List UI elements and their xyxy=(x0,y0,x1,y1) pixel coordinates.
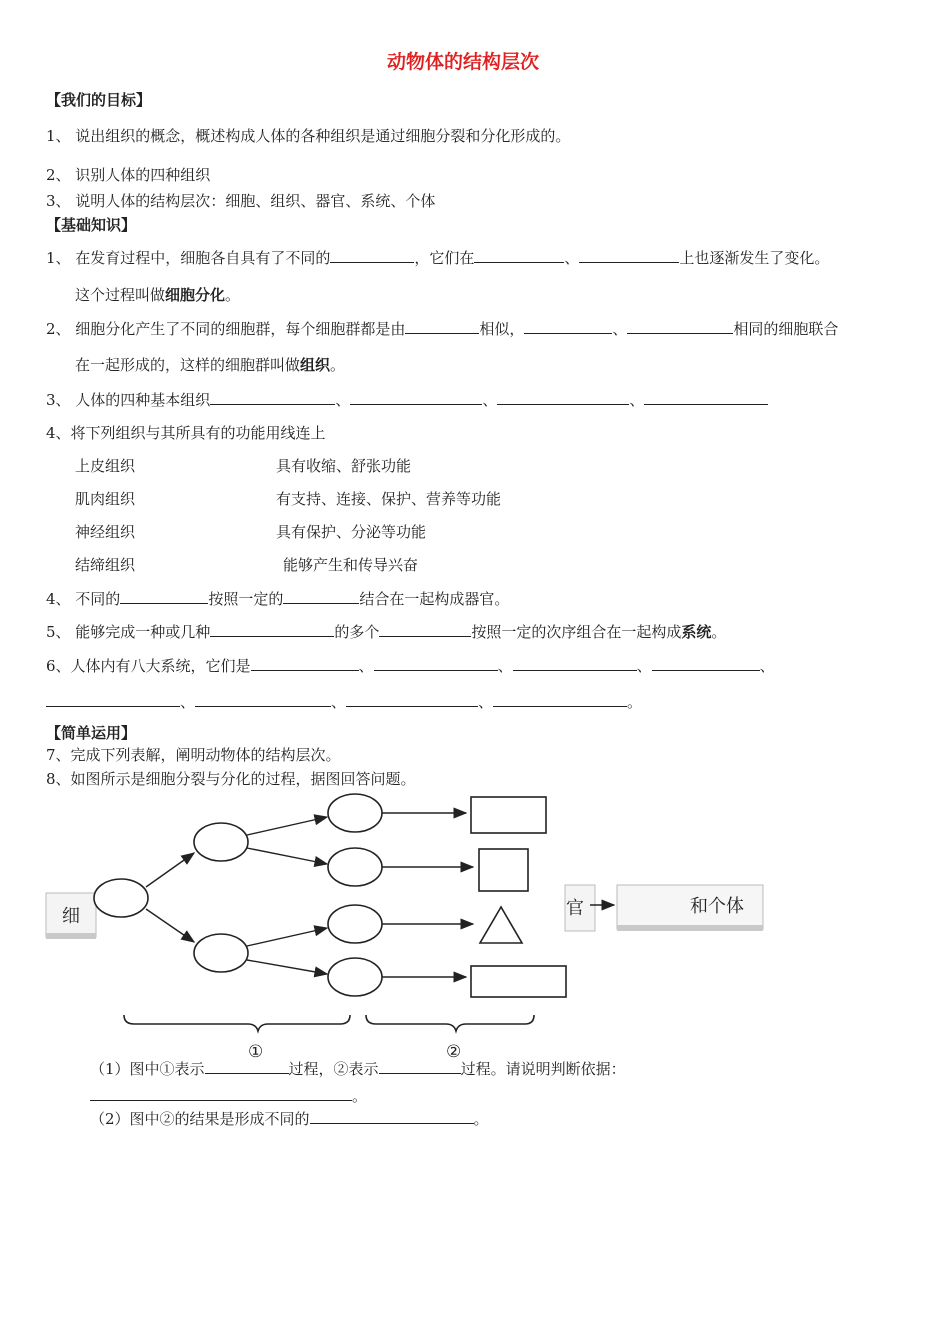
question-6-line2 xyxy=(46,692,642,712)
q1-text: 上也逐渐发生了变化 xyxy=(679,249,815,267)
tissue-shape-triangle xyxy=(480,907,522,943)
blank[interactable] xyxy=(644,390,768,405)
blank[interactable] xyxy=(251,656,359,671)
separator: 、 xyxy=(180,693,196,711)
tissue-item[interactable]: 上皮组织 xyxy=(75,457,136,475)
cell-gen3-2 xyxy=(328,848,382,886)
goal-2: 2、 识别人体的四种组织 xyxy=(46,166,211,184)
q4b-text: 4、 不同的 xyxy=(46,590,121,608)
cell-division-diagram xyxy=(0,785,950,1085)
page-title: 动物体的结构层次 xyxy=(387,51,540,73)
q3-text: 3、 人体的四种基本组织 xyxy=(46,391,211,409)
q1-text: ，它们在 xyxy=(414,249,475,267)
question-3 xyxy=(46,390,768,410)
tissue-item[interactable]: 结缔组织 xyxy=(75,556,136,574)
sub1-text: 。 xyxy=(352,1087,368,1105)
q6-text: 6、人体内有八大系统，它们是 xyxy=(46,657,251,675)
key-term: 细胞分化 xyxy=(165,286,226,304)
q3-text: 、 xyxy=(482,391,498,409)
label-2: ② xyxy=(446,1042,462,1062)
blank[interactable] xyxy=(120,589,208,604)
right-partial-box xyxy=(565,885,595,931)
question-7: 7、完成下列表解，阐明动物体的结构层次。 xyxy=(46,746,341,764)
blank[interactable] xyxy=(652,656,760,671)
question-6 xyxy=(46,656,775,676)
q2-text: 。 xyxy=(330,356,346,374)
goal-3: 3、 说明人体的结构层次：细胞、组织、器官、系统、个体 xyxy=(46,192,436,210)
separator: 、 xyxy=(636,657,652,675)
right-partial-text: 官 xyxy=(566,898,584,919)
blank[interactable] xyxy=(379,1059,461,1074)
q3-text: 、 xyxy=(335,391,351,409)
right-box-text: 和个体 xyxy=(690,896,744,917)
question-4b xyxy=(46,589,509,609)
tissue-shape-wide-rect xyxy=(471,966,566,997)
tissue-shape-rect xyxy=(471,797,546,833)
q5-text: 按照一定的次序组合在一起构成 xyxy=(471,623,682,641)
blank[interactable] xyxy=(497,390,629,405)
brace-1 xyxy=(124,1015,350,1031)
cell-gen3-1 xyxy=(328,794,382,832)
function-item[interactable]: 有支持、连接、保护、营养等功能 xyxy=(276,490,502,508)
sub1-text: 过程。请说明判断依据： xyxy=(460,1060,626,1078)
function-item[interactable]: 能够产生和传导兴奋 xyxy=(283,556,419,574)
key-term: 组织 xyxy=(300,356,331,374)
function-item[interactable]: 具有保护、分泌等功能 xyxy=(276,523,427,541)
q1-text: 1、 在发育过程中，细胞各自具有了不同的 xyxy=(46,249,331,267)
blank[interactable] xyxy=(46,692,180,707)
separator: 。 xyxy=(627,693,643,711)
q2-text: 、 xyxy=(612,320,628,338)
section-apply: 【简单运用】 xyxy=(46,724,137,742)
separator: 、 xyxy=(759,657,775,675)
blank[interactable] xyxy=(210,390,335,405)
cell-gen3-3 xyxy=(328,905,382,943)
q2-text: 2、 细胞分化产生了不同的细胞群，每个细胞群都是由 xyxy=(46,320,406,338)
blank[interactable] xyxy=(205,1059,289,1074)
sub2-text: 。 xyxy=(473,1110,489,1128)
separator: 、 xyxy=(478,693,494,711)
separator: 、 xyxy=(331,693,347,711)
blank[interactable] xyxy=(627,319,733,334)
cell-parent xyxy=(94,879,148,917)
blank[interactable] xyxy=(513,656,637,671)
blank[interactable] xyxy=(283,589,359,604)
right-label-box xyxy=(617,885,763,931)
tissue-item[interactable]: 肌肉组织 xyxy=(75,490,136,508)
separator: 、 xyxy=(358,657,374,675)
separator: 、 xyxy=(497,657,513,675)
blank[interactable] xyxy=(330,248,414,263)
blank[interactable] xyxy=(493,692,627,707)
section-basic: 【基础知识】 xyxy=(46,216,137,234)
blank[interactable] xyxy=(346,692,478,707)
blank[interactable] xyxy=(379,622,471,637)
question-4-head: 4、将下列组织与其所具有的功能用线连上 xyxy=(46,424,326,442)
q1-text: 。 xyxy=(225,286,241,304)
q5-text: 5、 能够完成一种或几种 xyxy=(46,623,211,641)
sub1-text: 过程，②表示 xyxy=(288,1060,379,1078)
blank[interactable] xyxy=(579,248,679,263)
sub-question-2 xyxy=(90,1109,489,1129)
left-box-text: 细 xyxy=(62,906,80,927)
sub2-text: （2）图中②的结果是形成不同的 xyxy=(90,1110,310,1128)
blank[interactable] xyxy=(474,248,564,263)
q2-text: 相同的细胞联合 xyxy=(733,320,839,338)
sub-question-1-line2 xyxy=(90,1086,367,1106)
q2-text: 相似， xyxy=(479,320,525,338)
cell-gen2-bottom xyxy=(194,934,248,972)
q3-text: 、 xyxy=(629,391,645,409)
tissue-item[interactable]: 神经组织 xyxy=(75,523,136,541)
function-item[interactable]: 具有收缩、舒张功能 xyxy=(276,457,412,475)
label-1: ① xyxy=(248,1042,264,1062)
blank[interactable] xyxy=(524,319,612,334)
blank[interactable] xyxy=(310,1109,474,1124)
section-goals: 【我们的目标】 xyxy=(46,91,152,109)
cell-gen2-top xyxy=(194,823,248,861)
question-2 xyxy=(46,319,838,339)
blank[interactable] xyxy=(374,656,498,671)
sub-question-1 xyxy=(90,1059,626,1079)
blank[interactable] xyxy=(405,319,479,334)
q2-text: 在一起形成的，这样的细胞群叫做 xyxy=(75,356,301,374)
tissue-shape-square xyxy=(479,849,528,891)
key-term: 系统 xyxy=(681,623,712,641)
left-label-box xyxy=(46,893,96,939)
blank[interactable] xyxy=(195,692,331,707)
question-8: 8、如图所示是细胞分裂与分化的过程，据图回答问题。 xyxy=(46,770,416,788)
blank[interactable] xyxy=(350,390,482,405)
q1-text: 这个过程叫做 xyxy=(75,286,166,304)
question-1 xyxy=(46,248,829,268)
question-1-line2 xyxy=(75,285,240,305)
question-2-line2 xyxy=(75,355,345,375)
cell-gen3-4 xyxy=(328,958,382,996)
question-5 xyxy=(46,622,726,642)
q5-text: 的多个 xyxy=(334,623,380,641)
sub1-text: （1）图中①表示 xyxy=(90,1060,205,1078)
q5-text: 。 xyxy=(711,623,727,641)
q1-text: 。 xyxy=(814,249,830,267)
blank[interactable] xyxy=(90,1086,352,1101)
goal-1: 1、 说出组织的概念，概述构成人体的各种组织是通过细胞分裂和分化形成的。 xyxy=(46,127,571,145)
blank[interactable] xyxy=(210,622,334,637)
q4b-text: 按照一定的 xyxy=(208,590,284,608)
q4b-text: 结合在一起构成器官。 xyxy=(359,590,510,608)
q1-text: 、 xyxy=(564,249,580,267)
brace-2 xyxy=(366,1015,534,1031)
